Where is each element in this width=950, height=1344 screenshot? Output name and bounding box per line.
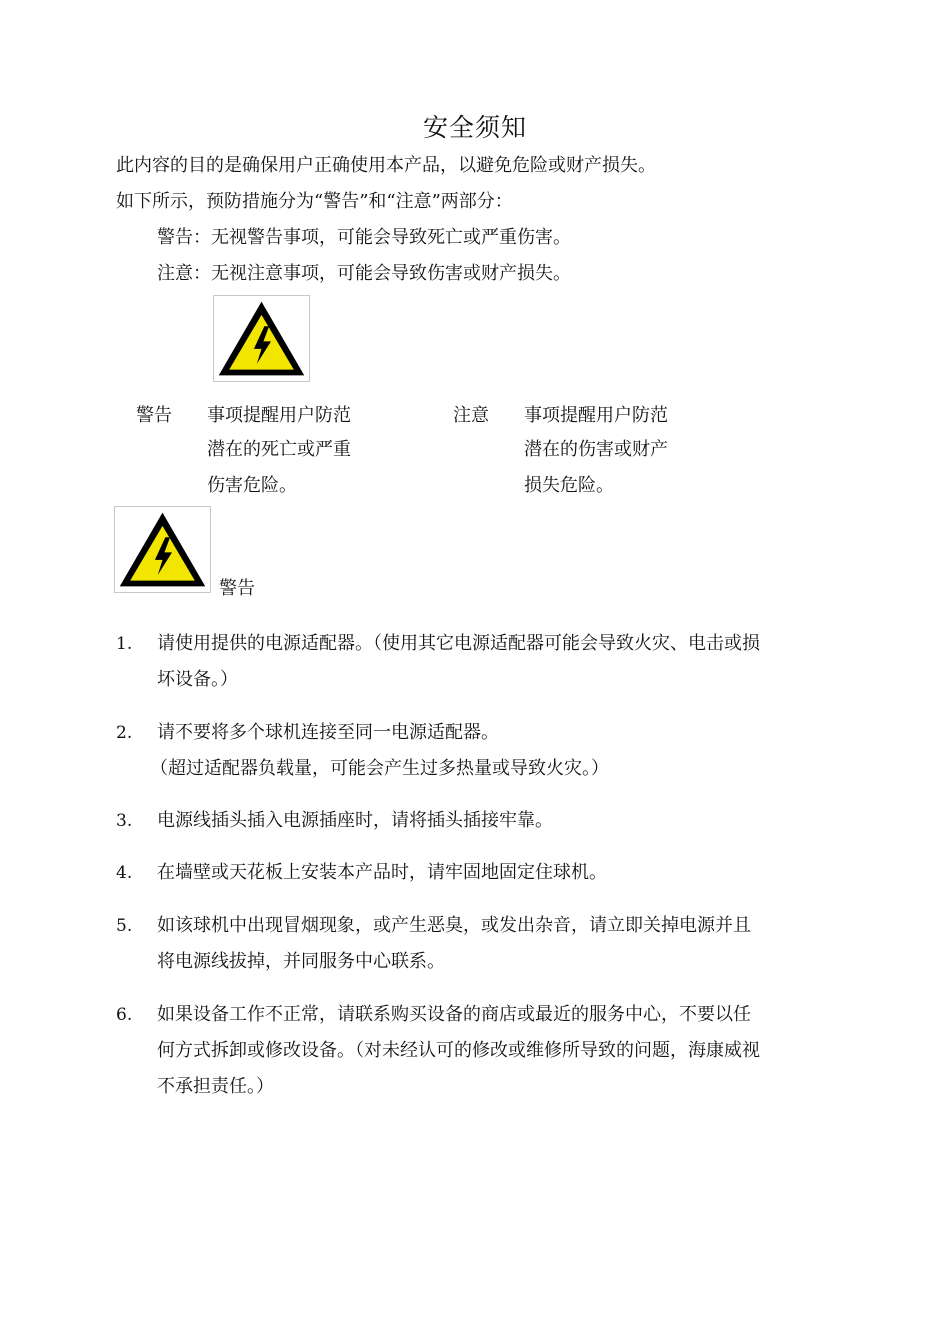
- symbol-caution-text-line: 潜在的伤害或财产: [524, 439, 668, 460]
- symbol-warning-text-line: 伤害危险。: [207, 475, 297, 496]
- list-item-number: 6.: [116, 1005, 133, 1025]
- list-item-number: 1.: [116, 634, 133, 654]
- electric-hazard-warning-icon: [213, 295, 310, 382]
- symbol-caution-text-line: 损失危险。: [524, 475, 614, 496]
- symbol-caution-label: 注意: [453, 405, 489, 426]
- electric-hazard-warning-icon: [114, 506, 211, 593]
- symbol-caution-text-line: 事项提醒用户防范: [524, 405, 668, 426]
- intro-purpose: 此内容的目的是确保用户正确使用本产品，以避免危险或财产损失。: [116, 155, 656, 176]
- symbol-warning-label: 警告: [136, 405, 172, 426]
- list-item-line: 如果设备工作不正常，请联系购买设备的商店或最近的服务中心，不要以任: [157, 1004, 751, 1025]
- list-item-line: 坏设备。）: [157, 669, 238, 690]
- intro-categories: 如下所示，预防措施分为“警告”和“注意”两部分：: [116, 191, 513, 212]
- list-item-line: 如该球机中出现冒烟现象，或产生恶臭，或发出杂音，请立即关掉电源并且: [157, 915, 751, 936]
- section-heading-warning: 警告: [219, 578, 255, 599]
- symbol-warning-text-line: 事项提醒用户防范: [207, 405, 351, 426]
- list-item-line: 电源线插头插入电源插座时，请将插头插接牢靠。: [157, 810, 553, 831]
- list-item-line: 不承担责任。）: [157, 1076, 274, 1097]
- list-item-number: 4.: [116, 863, 133, 883]
- list-item-number: 2.: [116, 723, 133, 743]
- list-item-number: 3.: [116, 811, 133, 831]
- list-item-line: 将电源线拔掉，并同服务中心联系。: [157, 951, 445, 972]
- list-item-line: （超过适配器负载量，可能会产生过多热量或导致火灾。）: [150, 758, 609, 779]
- list-item-line: 请使用提供的电源适配器。（使用其它电源适配器可能会导致火灾、电击或损: [157, 633, 760, 654]
- definition-caution: 注意：无视注意事项，可能会导致伤害或财产损失。: [157, 263, 571, 284]
- definition-warning: 警告：无视警告事项，可能会导致死亡或严重伤害。: [157, 227, 571, 248]
- list-item-number: 5.: [116, 916, 133, 936]
- list-item-line: 何方式拆卸或修改设备。（对未经认可的修改或维修所导致的问题，海康威视: [157, 1040, 760, 1061]
- symbol-warning-text-line: 潜在的死亡或严重: [207, 439, 351, 460]
- page-title: 安全须知: [422, 113, 527, 142]
- list-item-line: 请不要将多个球机连接至同一电源适配器。: [157, 722, 499, 743]
- list-item-line: 在墙壁或天花板上安装本产品时，请牢固地固定住球机。: [157, 862, 607, 883]
